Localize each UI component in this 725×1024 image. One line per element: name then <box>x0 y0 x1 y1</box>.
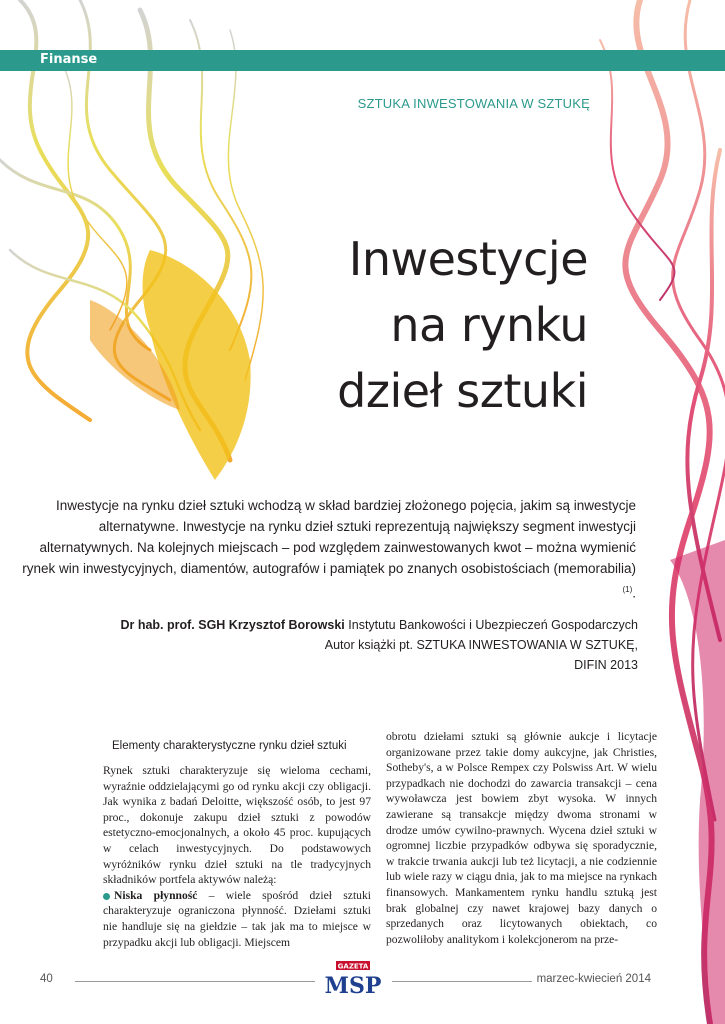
book-comma: , <box>634 638 638 652</box>
book-line <box>18 635 638 655</box>
page-number: 40 <box>40 973 53 985</box>
book-title: SZTUKA INWESTOWANIA W SZTUKĘ <box>416 638 635 652</box>
footer-rule-left <box>75 981 315 982</box>
bullet-text: – wiele spośród dzieł sztuki charakteryzuje ograniczona płynność. Dziełami sztuki nie handluje się na giełdzie – tak jak ma to miejsce w przypadku akcji lub obligacji. Miejscem <box>103 888 371 949</box>
article-title <box>188 226 588 424</box>
title-line-1: Inwestycje <box>348 232 588 286</box>
body-paragraph-2: obrotu dziełami sztuki są głównie aukcje i licytacje organizowane przez takie domy aukcyjne, jak Christies, Sotheby's, a w Polsce Rempex czy Polswiss Art. W wielu przypadkach nie dochodzi do zawarcia transakcji – cena wywoławcza jest bowiem zbyt wysoka. W innych zawierane są transakcje między dwoma stronami w drodze umów cywilno-prawnych. Wycena dzieł sztuki w ogromnej liczbie przypadków odbywa się sporadycznie, w trakcie trwania aukcji lub też licytacji, a nie codziennie lub wiele razy w ciągu dnia, jak to ma miejsce na rynkach finansowych. Mankamentem rynku handlu sztuką jest brak globalnej czy nawet krajowej bazy danych o sprzedanych oraz licytowanych obiektach, co pozwoliłoby analitykom i kolekcjonerom na prze- <box>386 730 657 946</box>
lead-footnote: (1) <box>622 585 633 594</box>
body-paragraph-1: Rynek sztuki charakteryzuje się wieloma cechami, wyraźnie oddzielającymi go od rynku akcji czy obligacji. Jak wynika z badań Deloitte, większość osób, to jest 97 proc., dokonuje zakupu dzieł sztuki z powodów estetyczno-emocjonalnych, a około 45 proc. kupujących w celach inwestycyjnych. Do podstawowych wyróżników rynku dzieł sztuki na tle tradycyjnych składników portfela aktywów należą: <box>103 764 371 887</box>
subheading: Elementy charakterystyczne rynku dzieł sztuki <box>112 740 347 752</box>
lead-text: Inwestycje na rynku dzieł sztuki wchodzą w skład bardziej złożonego pojęcia, jakim są inwestycje alternatywne. Inwestycje na rynku dzieł sztuki reprezentują największy segment inwestycji alternatywnych. Na kolejnych miejscach – pod względem zainwestowanych kwot – można wymienić rynek win inwestycyjnych, diamentów, autografów i pamiątek po znanych osobistościach (memorabilia) <box>22 498 636 576</box>
author-block <box>18 615 638 675</box>
body-column-1 <box>103 730 371 950</box>
footer-rule-right <box>392 981 532 982</box>
book-prefix: Autor książki pt. <box>324 638 417 652</box>
article-kicker: SZTUKA INWESTOWANIA W SZTUKĘ <box>357 96 590 111</box>
body-column-2 <box>386 729 657 947</box>
logo-top-text: GAZETA <box>337 962 369 971</box>
gazeta-msp-logo <box>318 960 388 998</box>
author-name: Dr hab. prof. SGH Krzysztof Borowski <box>120 618 345 632</box>
lead-end: . <box>632 585 636 601</box>
section-bar <box>0 50 725 71</box>
logo-main-text: MSP <box>324 973 382 998</box>
author-affiliation: Instytutu Bankowości i Ubezpieczeń Gospodarczych <box>344 618 638 632</box>
title-line-2: na rynku <box>390 298 588 352</box>
author-line <box>18 615 638 635</box>
title-line-3: dzieł sztuki <box>337 364 588 418</box>
bullet-item <box>103 888 371 950</box>
issue-date: marzec-kwiecień 2014 <box>536 973 651 985</box>
article-lead <box>16 495 636 604</box>
book-publisher: DIFIN 2013 <box>574 658 638 672</box>
section-label: Finanse <box>40 52 98 67</box>
bullet-term: Niska płynność <box>114 888 198 902</box>
bullet-icon <box>103 893 110 900</box>
